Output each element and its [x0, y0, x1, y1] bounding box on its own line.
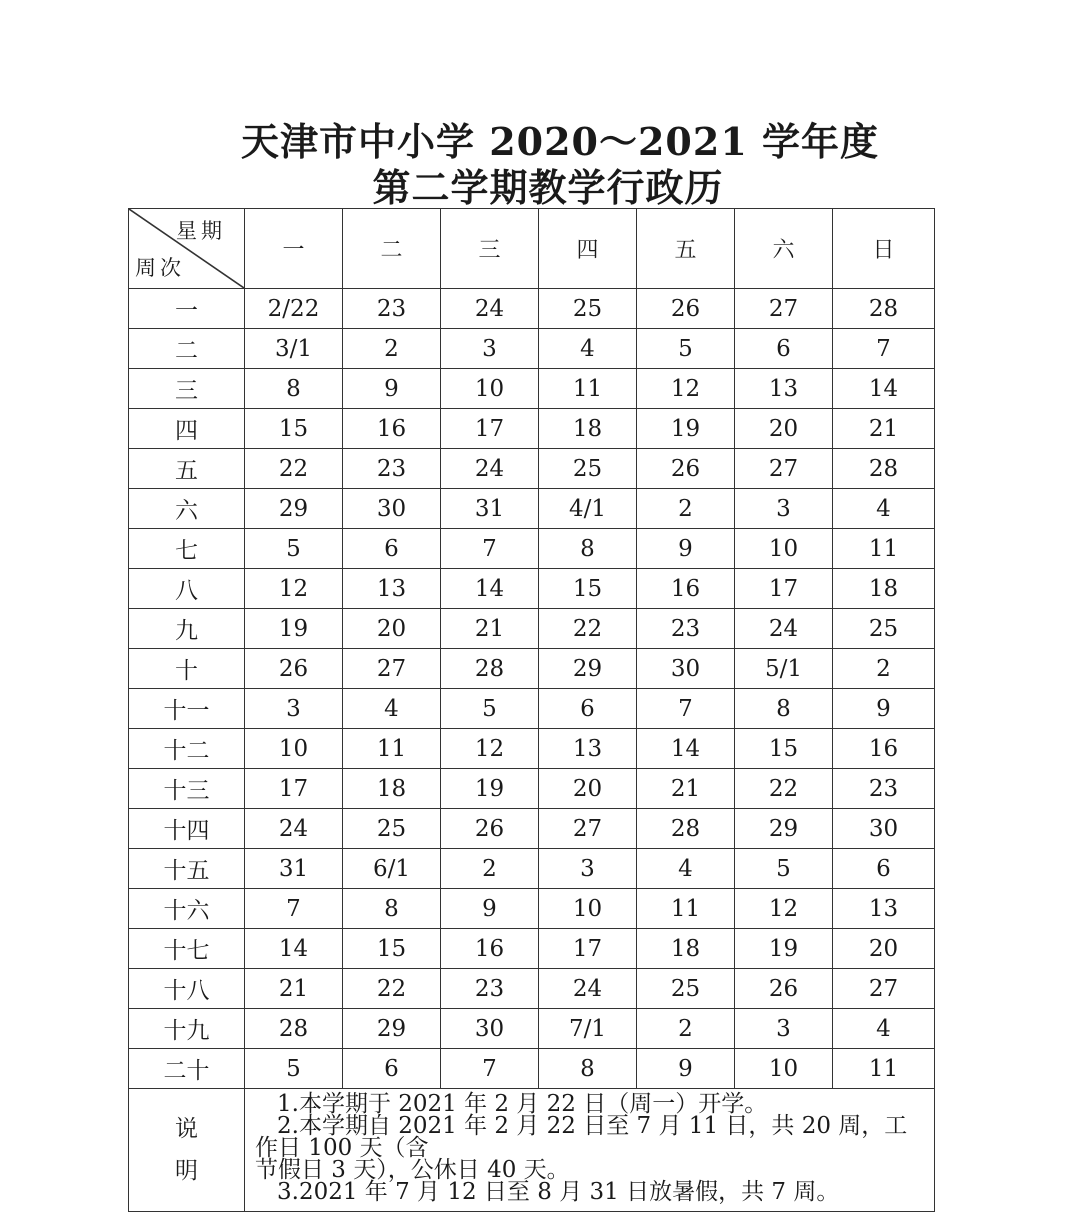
date-cell: 12	[441, 729, 539, 769]
date-cell: 6	[539, 689, 637, 729]
date-cell: 8	[245, 369, 343, 409]
date-cell: 6	[735, 329, 833, 369]
day-header: 五	[637, 209, 735, 289]
date-cell: 27	[343, 649, 441, 689]
week-label: 九	[129, 609, 245, 649]
notes-label-char: 说	[175, 1116, 198, 1142]
date-cell: 28	[833, 289, 935, 329]
date-cell: 19	[441, 769, 539, 809]
date-cell: 24	[245, 809, 343, 849]
notes-label-char: 明	[175, 1158, 198, 1184]
date-cell: 2	[637, 1009, 735, 1049]
note-line: 2.本学期自 2021 年 2 月 22 日至 7 月 11 日，共 20 周，工作日 100 天（含	[255, 1113, 908, 1161]
date-cell: 19	[245, 609, 343, 649]
date-cell: 27	[833, 969, 935, 1009]
date-cell: 9	[637, 529, 735, 569]
corner-label-weekday: 星期	[176, 219, 226, 243]
date-cell: 22	[735, 769, 833, 809]
week-row	[129, 609, 935, 649]
notes-row	[129, 1089, 935, 1212]
date-cell: 10	[735, 1049, 833, 1089]
date-cell: 29	[539, 649, 637, 689]
week-label: 十七	[129, 929, 245, 969]
week-row	[129, 1009, 935, 1049]
date-cell: 24	[539, 969, 637, 1009]
date-cell: 2/22	[245, 289, 343, 329]
day-header: 四	[539, 209, 637, 289]
week-label: 十五	[129, 849, 245, 889]
date-cell: 4	[833, 1009, 935, 1049]
day-header: 三	[441, 209, 539, 289]
date-cell: 19	[637, 409, 735, 449]
date-cell: 9	[441, 889, 539, 929]
week-row	[129, 529, 935, 569]
date-cell: 8	[539, 1049, 637, 1089]
date-cell: 7	[441, 529, 539, 569]
week-label: 十八	[129, 969, 245, 1009]
week-row	[129, 929, 935, 969]
date-cell: 30	[637, 649, 735, 689]
title-line-1: 天津市中小学 2020～2021 学年度	[241, 119, 879, 164]
date-cell: 7/1	[539, 1009, 637, 1049]
date-cell: 2	[343, 329, 441, 369]
date-cell: 21	[441, 609, 539, 649]
date-cell: 24	[735, 609, 833, 649]
date-cell: 22	[343, 969, 441, 1009]
week-row	[129, 809, 935, 849]
date-cell: 9	[343, 369, 441, 409]
date-cell: 26	[245, 649, 343, 689]
date-cell: 10	[735, 529, 833, 569]
date-cell: 27	[539, 809, 637, 849]
week-label: 十	[129, 649, 245, 689]
date-cell: 21	[245, 969, 343, 1009]
date-cell: 31	[441, 489, 539, 529]
week-label: 十一	[129, 689, 245, 729]
week-label: 十六	[129, 889, 245, 929]
date-cell: 5	[245, 1049, 343, 1089]
date-cell: 28	[441, 649, 539, 689]
week-row	[129, 569, 935, 609]
date-cell: 18	[637, 929, 735, 969]
week-label: 二	[129, 329, 245, 369]
date-cell: 15	[539, 569, 637, 609]
week-label: 一	[129, 289, 245, 329]
week-label: 十四	[129, 809, 245, 849]
date-cell: 20	[833, 929, 935, 969]
notes-label	[129, 1089, 245, 1212]
date-cell: 16	[637, 569, 735, 609]
date-cell: 21	[637, 769, 735, 809]
date-cell: 27	[735, 449, 833, 489]
date-cell: 6/1	[343, 849, 441, 889]
week-row	[129, 649, 935, 689]
date-cell: 24	[441, 449, 539, 489]
notes-body	[245, 1089, 935, 1212]
date-cell: 5/1	[735, 649, 833, 689]
week-row	[129, 969, 935, 1009]
week-label: 十三	[129, 769, 245, 809]
date-cell: 23	[637, 609, 735, 649]
date-cell: 28	[637, 809, 735, 849]
week-row	[129, 769, 935, 809]
date-cell: 11	[343, 729, 441, 769]
date-cell: 7	[637, 689, 735, 729]
date-cell: 7	[441, 1049, 539, 1089]
date-cell: 22	[245, 449, 343, 489]
date-cell: 3	[735, 1009, 833, 1049]
date-cell: 3	[735, 489, 833, 529]
date-cell: 4/1	[539, 489, 637, 529]
date-cell: 15	[735, 729, 833, 769]
date-cell: 22	[539, 609, 637, 649]
date-cell: 18	[343, 769, 441, 809]
date-cell: 27	[735, 289, 833, 329]
week-row	[129, 1049, 935, 1089]
date-cell: 4	[833, 489, 935, 529]
date-cell: 3	[245, 689, 343, 729]
date-cell: 16	[441, 929, 539, 969]
date-cell: 10	[245, 729, 343, 769]
date-cell: 13	[539, 729, 637, 769]
date-cell: 20	[539, 769, 637, 809]
date-cell: 26	[441, 809, 539, 849]
corner-label-week: 周次	[135, 256, 185, 280]
week-row	[129, 889, 935, 929]
corner-cell	[129, 209, 245, 289]
date-cell: 5	[245, 529, 343, 569]
week-label: 十二	[129, 729, 245, 769]
week-label: 五	[129, 449, 245, 489]
week-row	[129, 849, 935, 889]
date-cell: 6	[343, 529, 441, 569]
date-cell: 15	[343, 929, 441, 969]
date-cell: 14	[245, 929, 343, 969]
calendar-table	[128, 208, 935, 1212]
date-cell: 18	[539, 409, 637, 449]
date-cell: 13	[833, 889, 935, 929]
date-cell: 6	[833, 849, 935, 889]
day-header: 日	[833, 209, 935, 289]
day-header: 二	[343, 209, 441, 289]
date-cell: 31	[245, 849, 343, 889]
date-cell: 17	[539, 929, 637, 969]
week-label: 十九	[129, 1009, 245, 1049]
date-cell: 14	[441, 569, 539, 609]
date-cell: 25	[539, 289, 637, 329]
date-cell: 12	[735, 889, 833, 929]
week-label: 八	[129, 569, 245, 609]
date-cell: 10	[539, 889, 637, 929]
day-header: 一	[245, 209, 343, 289]
week-row	[129, 329, 935, 369]
date-cell: 3/1	[245, 329, 343, 369]
note-line: 1.本学期于 2021 年 2 月 22 日（周一）开学。	[277, 1091, 768, 1117]
week-row	[129, 489, 935, 529]
date-cell: 26	[637, 449, 735, 489]
date-cell: 17	[245, 769, 343, 809]
date-cell: 4	[343, 689, 441, 729]
date-cell: 5	[735, 849, 833, 889]
date-cell: 20	[735, 409, 833, 449]
date-cell: 29	[735, 809, 833, 849]
date-cell: 25	[343, 809, 441, 849]
date-cell: 20	[343, 609, 441, 649]
date-cell: 3	[539, 849, 637, 889]
week-row	[129, 369, 935, 409]
date-cell: 8	[343, 889, 441, 929]
date-cell: 23	[343, 449, 441, 489]
date-cell: 12	[637, 369, 735, 409]
date-cell: 16	[343, 409, 441, 449]
week-label: 四	[129, 409, 245, 449]
date-cell: 19	[735, 929, 833, 969]
date-cell: 24	[441, 289, 539, 329]
date-cell: 30	[833, 809, 935, 849]
date-cell: 29	[343, 1009, 441, 1049]
date-cell: 26	[637, 289, 735, 329]
day-header: 六	[735, 209, 833, 289]
date-cell: 23	[343, 289, 441, 329]
header-row	[129, 209, 935, 289]
date-cell: 11	[539, 369, 637, 409]
week-label: 七	[129, 529, 245, 569]
date-cell: 30	[343, 489, 441, 529]
date-cell: 5	[637, 329, 735, 369]
date-cell: 26	[735, 969, 833, 1009]
date-cell: 2	[833, 649, 935, 689]
date-cell: 15	[245, 409, 343, 449]
date-cell: 21	[833, 409, 935, 449]
date-cell: 17	[735, 569, 833, 609]
date-cell: 11	[833, 1049, 935, 1089]
week-row	[129, 289, 935, 329]
date-cell: 3	[441, 329, 539, 369]
date-cell: 5	[441, 689, 539, 729]
date-cell: 16	[833, 729, 935, 769]
week-row	[129, 449, 935, 489]
date-cell: 28	[245, 1009, 343, 1049]
date-cell: 12	[245, 569, 343, 609]
date-cell: 2	[441, 849, 539, 889]
date-cell: 25	[539, 449, 637, 489]
date-cell: 23	[441, 969, 539, 1009]
date-cell: 7	[245, 889, 343, 929]
note-line: 节假日 3 天），公休日 40 天。	[255, 1157, 570, 1183]
date-cell: 2	[637, 489, 735, 529]
date-cell: 9	[637, 1049, 735, 1089]
note-line: 3.2021 年 7 月 12 日至 8 月 31 日放暑假，共 7 周。	[277, 1179, 840, 1205]
week-row	[129, 689, 935, 729]
date-cell: 18	[833, 569, 935, 609]
date-cell: 8	[735, 689, 833, 729]
date-cell: 14	[637, 729, 735, 769]
date-cell: 4	[637, 849, 735, 889]
date-cell: 8	[539, 529, 637, 569]
date-cell: 10	[441, 369, 539, 409]
date-cell: 29	[245, 489, 343, 529]
week-label: 三	[129, 369, 245, 409]
week-label: 六	[129, 489, 245, 529]
date-cell: 13	[343, 569, 441, 609]
date-cell: 4	[539, 329, 637, 369]
date-cell: 25	[833, 609, 935, 649]
date-cell: 9	[833, 689, 935, 729]
title-line-2: 第二学期教学行政历	[372, 165, 724, 210]
week-row	[129, 409, 935, 449]
date-cell: 17	[441, 409, 539, 449]
date-cell: 6	[343, 1049, 441, 1089]
date-cell: 11	[833, 529, 935, 569]
date-cell: 14	[833, 369, 935, 409]
date-cell: 7	[833, 329, 935, 369]
date-cell: 11	[637, 889, 735, 929]
date-cell: 13	[735, 369, 833, 409]
date-cell: 28	[833, 449, 935, 489]
date-cell: 25	[637, 969, 735, 1009]
date-cell: 30	[441, 1009, 539, 1049]
date-cell: 23	[833, 769, 935, 809]
week-row	[129, 729, 935, 769]
week-label: 二十	[129, 1049, 245, 1089]
